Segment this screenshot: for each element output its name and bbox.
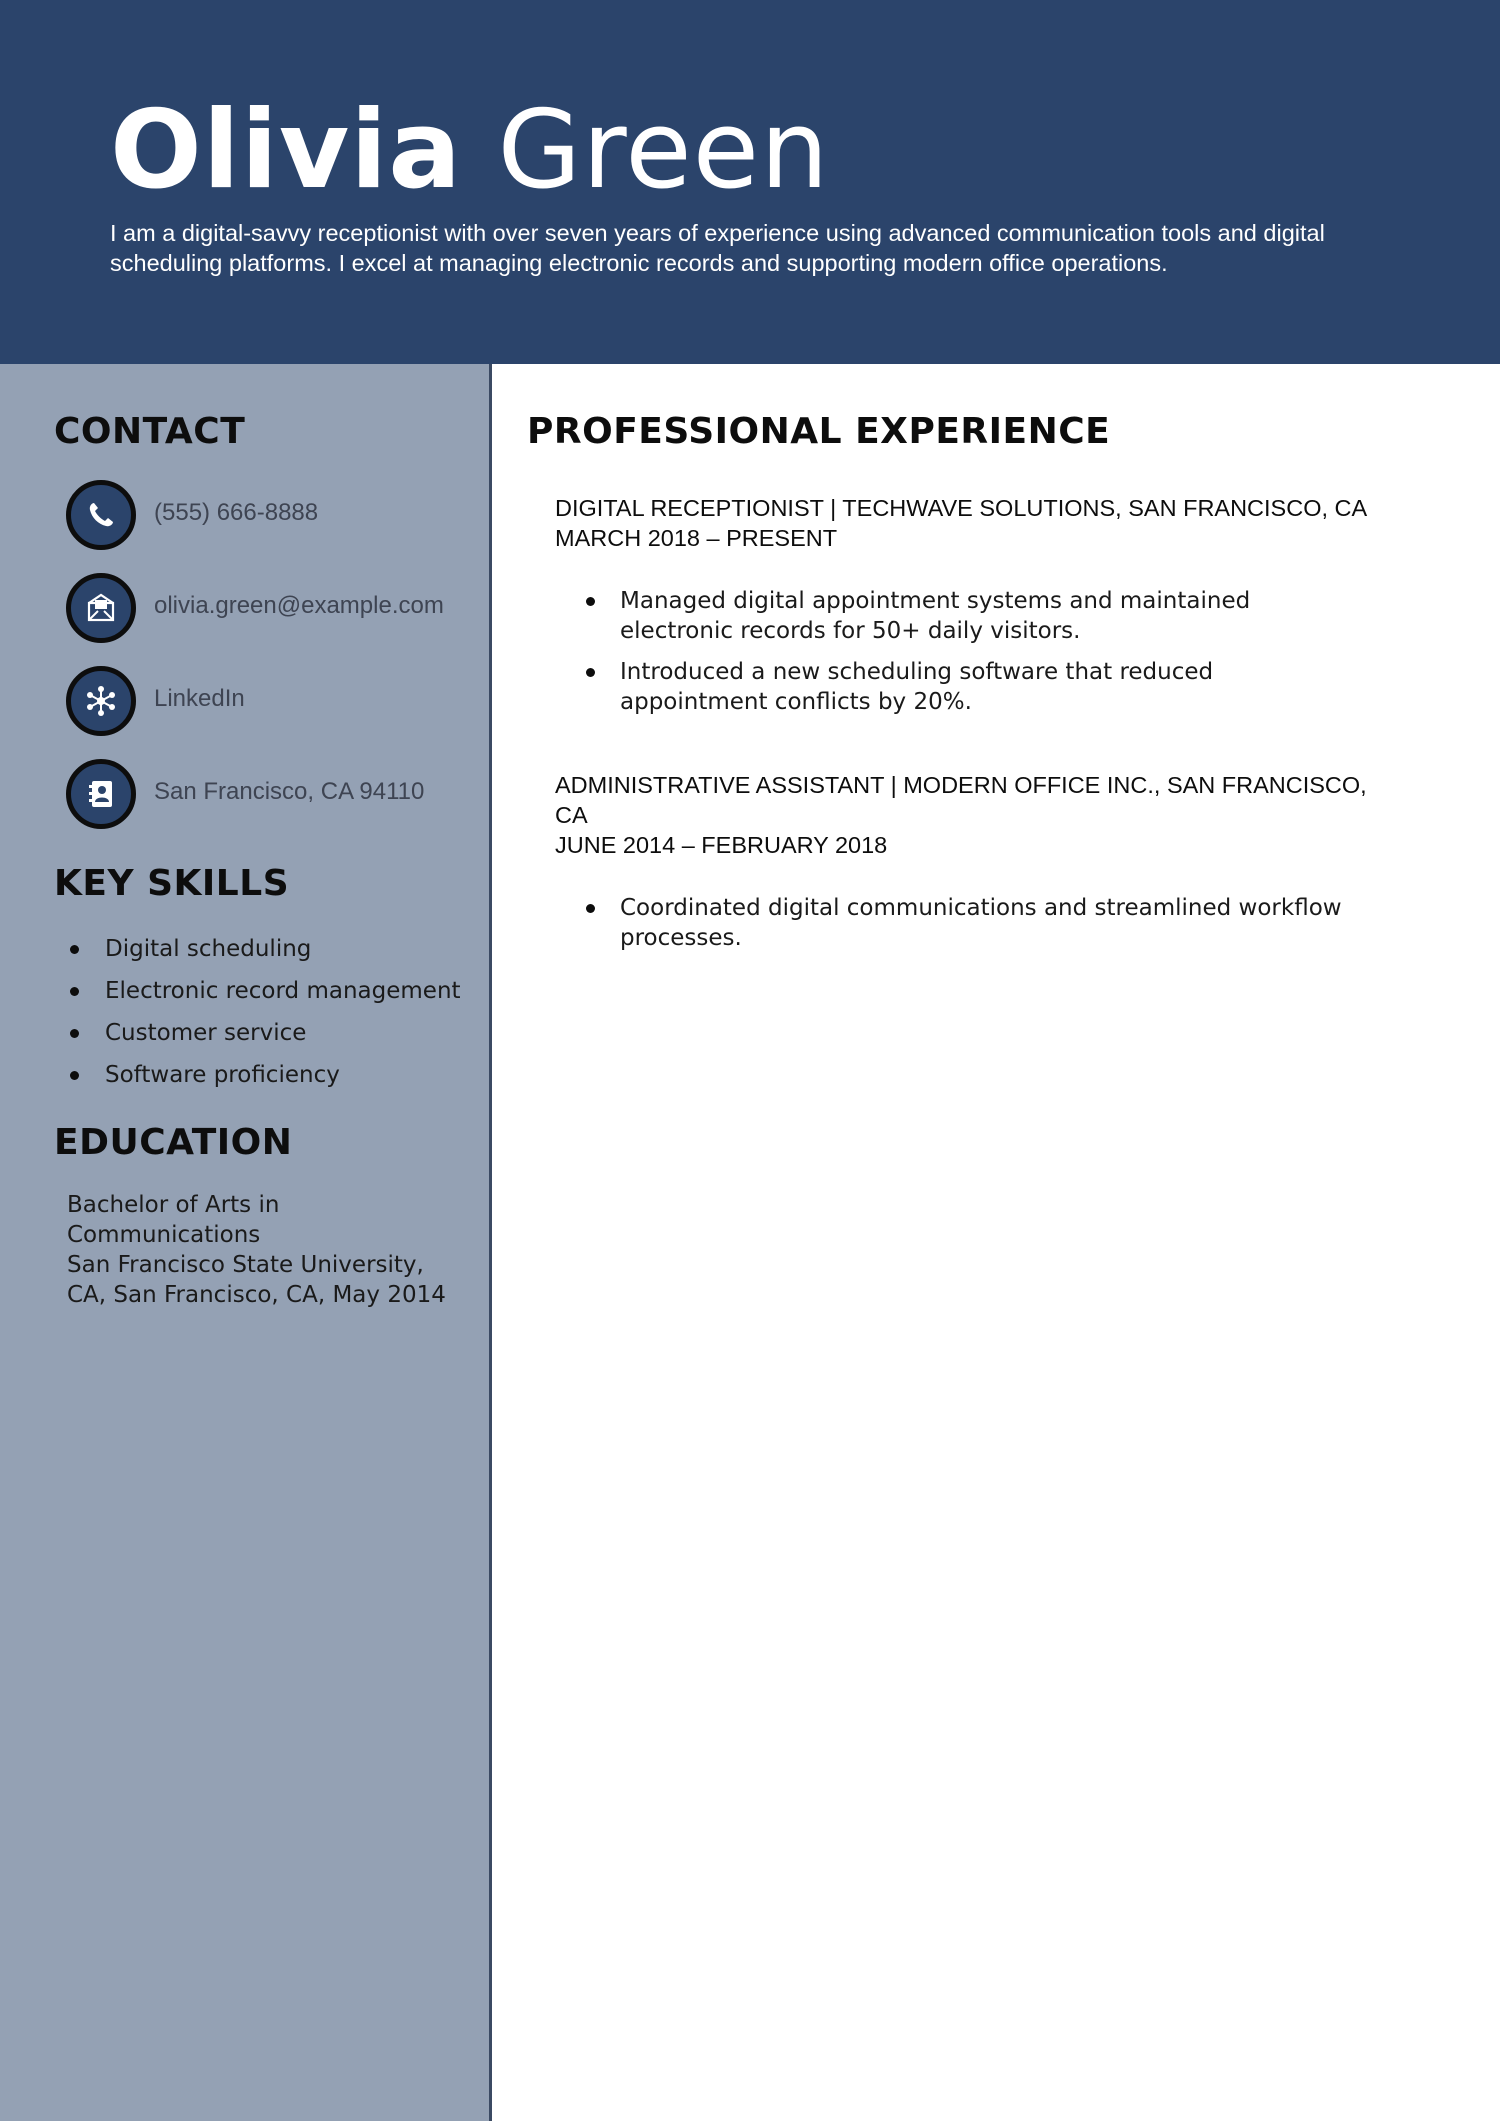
job-2-title-cont: CA xyxy=(555,802,588,828)
job-bullet: Introduced a new scheduling software that reduced appointment conflicts by 20%. xyxy=(580,657,1360,717)
candidate-name xyxy=(110,86,830,216)
job-2-bullets xyxy=(580,893,1360,964)
resume-header xyxy=(0,0,1500,364)
education-heading: EDUCATION xyxy=(54,1122,293,1163)
phone-icon xyxy=(66,480,136,550)
job-2-title: ADMINISTRATIVE ASSISTANT | MODERN OFFICE INC., SAN FRANCISCO, xyxy=(555,772,1367,798)
contact-phone xyxy=(66,480,486,552)
job-1-bullets xyxy=(580,586,1360,728)
last-name: Green xyxy=(497,88,830,213)
job-1-title: DIGITAL RECEPTIONIST | TECHWAVE SOLUTIONS, SAN FRANCISCO, CA xyxy=(555,495,1368,521)
profile-summary: I am a digital-savvy receptionist with over seven years of experience using advanced communication tools and digital scheduling platforms. I excel at managing electronic records and supporting modern office operations. xyxy=(110,220,1325,276)
skill-item: Customer service xyxy=(70,1012,480,1054)
skills-list xyxy=(70,928,480,1096)
address-book-icon xyxy=(66,759,136,829)
phone-number[interactable]: (555) 666-8888 xyxy=(154,499,319,526)
school-line-1: San Francisco State University, xyxy=(67,1252,424,1278)
network-icon xyxy=(66,666,136,736)
skill-item: Digital scheduling xyxy=(70,928,480,970)
column-divider xyxy=(489,364,492,2121)
school-line-2: CA, San Francisco, CA, May 2014 xyxy=(67,1282,446,1308)
key-skills-heading: KEY SKILLS xyxy=(54,863,290,904)
experience-heading: PROFESSIONAL EXPERIENCE xyxy=(527,411,1111,452)
first-name: Olivia xyxy=(110,88,463,213)
job-2-heading xyxy=(555,770,1415,860)
contact-location xyxy=(66,759,486,831)
contact-email xyxy=(66,573,486,645)
job-1-heading xyxy=(555,493,1415,553)
job-1-dates: MARCH 2018 – PRESENT xyxy=(555,525,838,551)
education-entry xyxy=(67,1190,477,1310)
linkedin-link[interactable]: LinkedIn xyxy=(154,685,245,712)
skill-item: Electronic record management xyxy=(70,970,480,1012)
job-bullet: Coordinated digital communications and streamlined workflow processes. xyxy=(580,893,1360,953)
contact-heading: CONTACT xyxy=(54,411,246,452)
envelope-icon xyxy=(66,573,136,643)
job-2-dates: JUNE 2014 – FEBRUARY 2018 xyxy=(555,832,888,858)
degree-line-1: Bachelor of Arts in xyxy=(67,1192,280,1218)
degree-line-2: Communications xyxy=(67,1222,261,1248)
job-bullet: Managed digital appointment systems and maintained electronic records for 50+ daily visitors. xyxy=(580,586,1360,646)
location: San Francisco, CA 94110 xyxy=(154,778,425,805)
skill-item: Software proficiency xyxy=(70,1054,480,1096)
contact-linkedin xyxy=(66,666,486,738)
email-address[interactable]: olivia.green@example.com xyxy=(154,592,444,619)
